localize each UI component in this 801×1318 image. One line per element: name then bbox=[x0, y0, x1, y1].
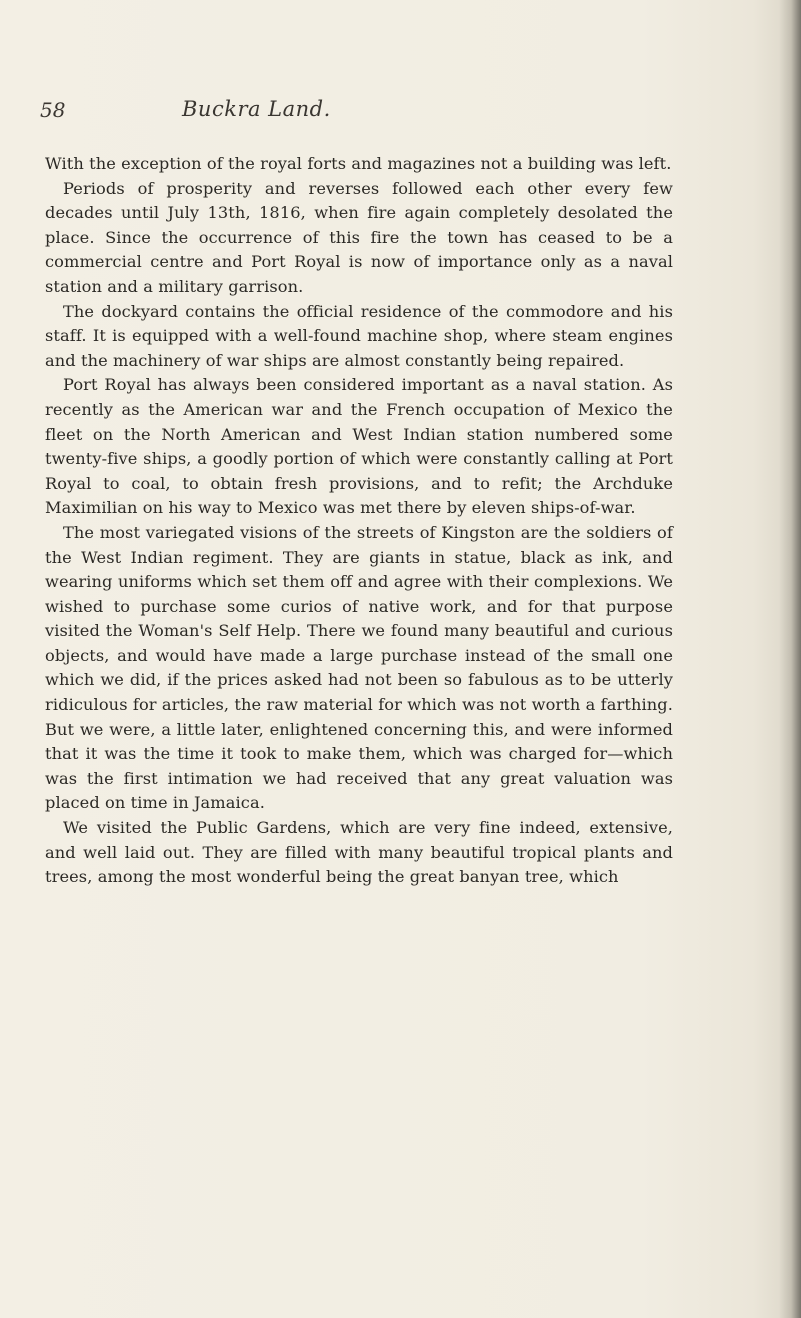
paragraph-6: We visited the Public Gardens, which are very fine indeed, extensive, and well laid out. They are filled with many beautiful tropical plants and trees, among the most wonderful being the great banyan tree, which bbox=[45, 818, 673, 887]
page-number: 58 bbox=[40, 98, 66, 122]
paragraph-5: The most variegated visions of the streets of Kingston are the soldiers of the West Indian regiment. They are giants in statue, black as ink, and wearing uniforms which set them off and agree with their complexions. We wished to purchase some curios of native work, and for that purpose visited the Woman's Self Help. There we found many beautiful and curious objects, and would have made a large purchase instead of the small one which we did, if the prices asked had not been so fabulous as to be utterly ridiculous for articles, the raw material for which was not worth a farthing. But we were, a little later, enlightened concerning this, and were informed that it was the time it took to make them, which was charged for—which was the first intimation we had received that any great valuation was placed on time in Jamaica. bbox=[45, 522, 673, 813]
running-title: Buckra Land. bbox=[182, 97, 331, 121]
paragraph-3: The dockyard contains the official residence of the commodore and his staff. It is equipped with a well-found machine shop, where steam engines and the machinery of war ships are almost constantly being repaired. bbox=[45, 301, 673, 370]
paragraph-4: Port Royal has always been considered important as a naval station. As recently as the American war and the French occupation of Mexico the fleet on the North American and West Indian station numbered some twenty-five ships, a goodly portion of which were constantly calling at Port Royal to coal, to obtain fresh provisions, and to refit; the Archduke Maximilian on his way to Mexico was met there by eleven ships-of-war. bbox=[45, 375, 673, 518]
body-text bbox=[45, 152, 673, 890]
page-edge-shadow bbox=[779, 0, 801, 1318]
page-header bbox=[40, 98, 680, 128]
paragraph-2: Periods of prosperity and reverses followed each other every few decades until July 13th, 1816, when fire again completely desolated the place. Since the occurrence of this fire the town has ceased to be a commercial centre and Port Royal is now of importance only as a naval station and a military garrison. bbox=[45, 178, 673, 296]
paragraph-1: With the exception of the royal forts and magazines not a building was left. bbox=[45, 154, 672, 173]
